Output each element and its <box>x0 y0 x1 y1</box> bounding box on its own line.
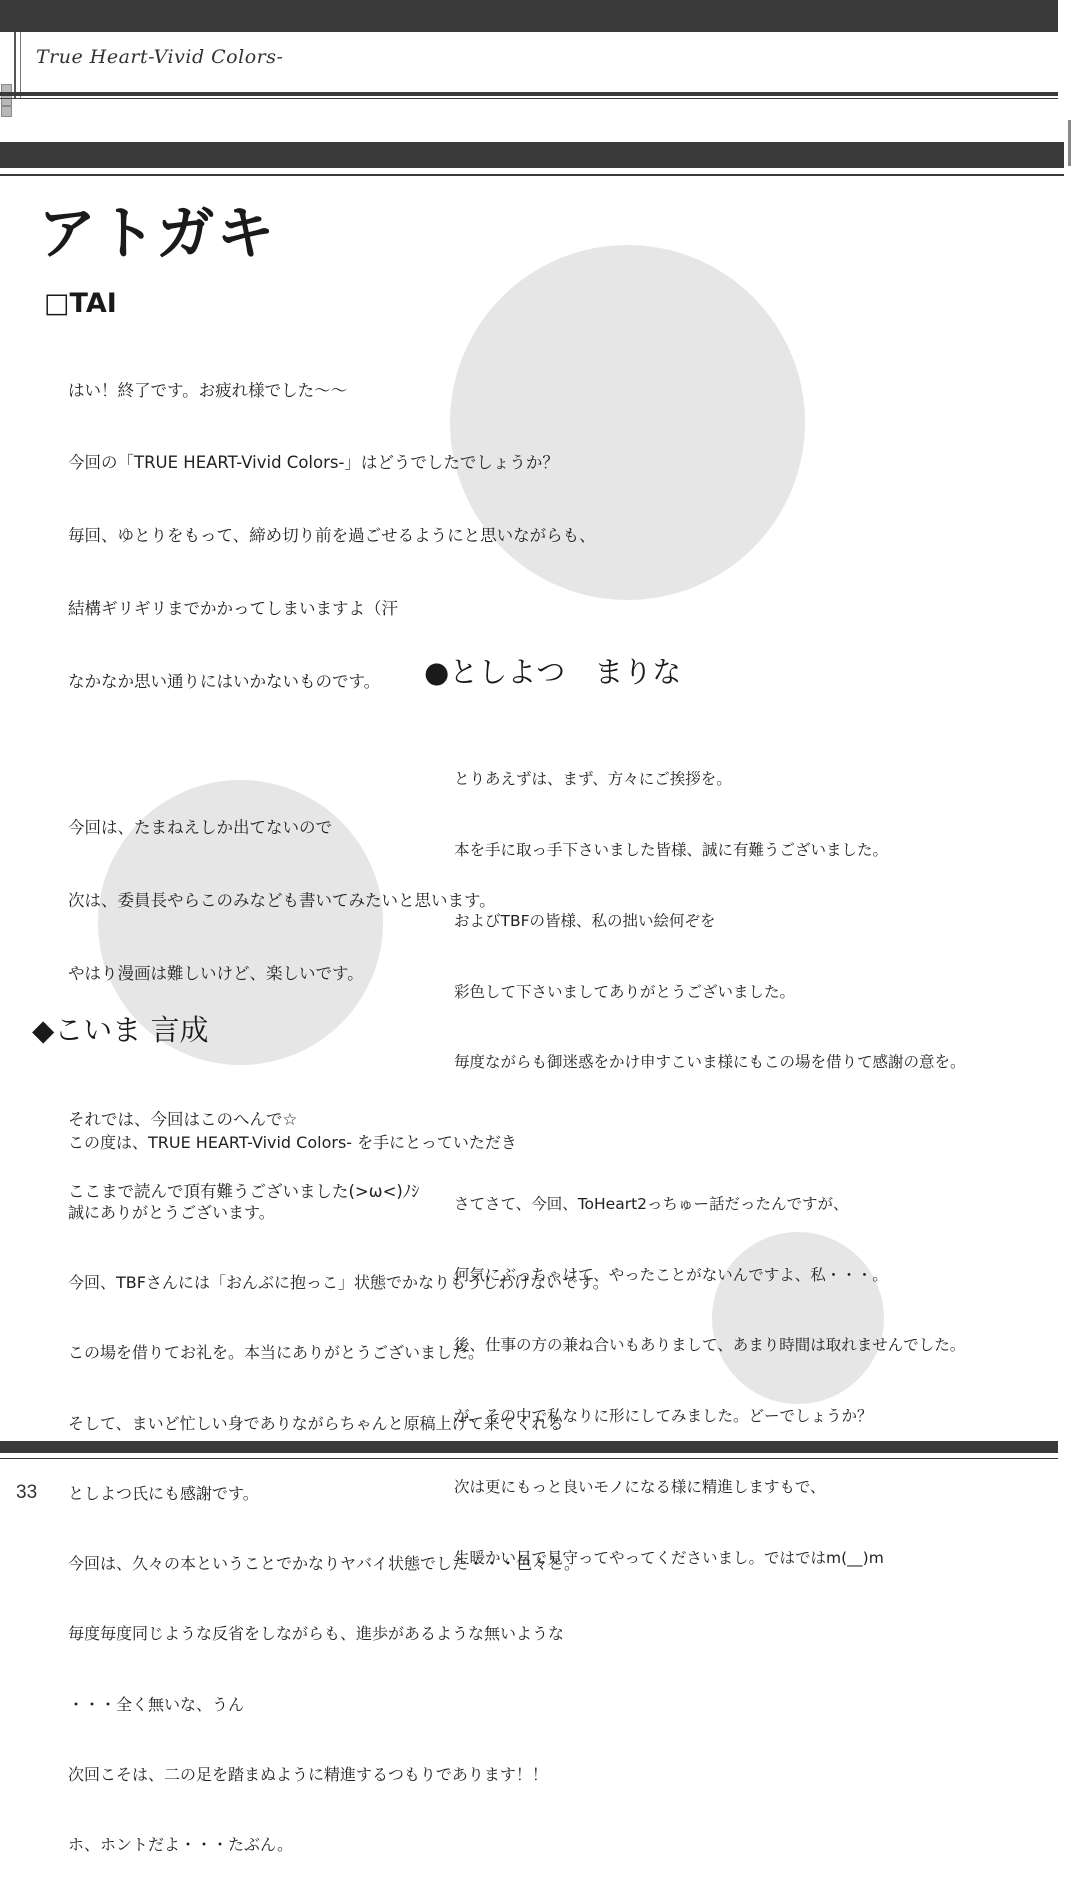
text-line: そして、まいど忙しい身でありながらちゃんと原稿上げて来てくれる <box>68 1413 564 1433</box>
text-line: とりあえずは、まず、方々にご挨拶を。 <box>454 770 732 789</box>
text-line: 今回の「TRUE HEART-Vivid Colors-」はどうでしたでしょうか？ <box>68 453 559 473</box>
header-rule <box>0 92 1058 96</box>
text-line: ホ、ホントだよ・・・たぶん。 <box>68 1835 293 1854</box>
text-line: 次回こそは、二の足を踏まぬように精進するつもりであります！！ <box>68 1764 548 1784</box>
text-line: 毎度ながらも御迷惑をかけ申すこいま様にもこの場を借りて感謝の意を。 <box>454 1053 966 1072</box>
section-heading-tai: □TAI <box>44 288 117 319</box>
header-rule-thin <box>0 98 1058 99</box>
text-line: 本を手に取っ手下さいました皆様、誠に有難うございました。 <box>454 840 889 859</box>
text-line: 後、仕事の方の兼ね合いもありまして、あまり時間は取れませんでした。 <box>454 1336 966 1355</box>
page-edge-mark <box>1068 120 1071 166</box>
text-line: としよつ氏にも感謝です。 <box>68 1483 259 1503</box>
text-line: 次は、委員長やらこのみなども書いてみたいと思います。 <box>68 890 496 910</box>
text-line: 今回は、久々の本ということでかなりヤバイ状態でした・・・色々と。 <box>68 1554 581 1574</box>
header-vertical-line <box>14 32 16 98</box>
section-heading-toshiyotsu: ●としよつ まりな <box>424 655 682 689</box>
text-line: ・・・全く無いな、うん <box>68 1694 245 1714</box>
header-band <box>0 0 1058 32</box>
text-line: ここまで読んで頂有難うございました(>ω<)ﾉｼ <box>68 1182 420 1202</box>
text-line: この場を借りてお礼を。本当にありがとうございました。 <box>68 1343 485 1363</box>
text-line: さてさて、今回、ToHeart2っちゅー話だったんですが、 <box>454 1194 849 1213</box>
text-line: 毎回、ゆとりをもって、締め切り前を過ごせるようにと思いながらも、 <box>68 526 596 546</box>
text-line: が、その中で私なりに形にしてみました。どーでしょうか？ <box>454 1407 873 1426</box>
footer-rule-thin <box>0 1458 1058 1459</box>
text-line: 今回は、たまねえしか出てないので <box>68 817 332 837</box>
section-heading-koima: ◆こいま 言成 <box>32 1013 209 1047</box>
section-text-koima <box>68 1084 609 1880</box>
text-line: 毎度毎度同じような反省をしながらも、進歩があるような無いような <box>68 1624 565 1644</box>
book-title: True Heart-Vivid Colors- <box>36 46 284 68</box>
text-line: 誠にありがとうございます。 <box>68 1203 275 1223</box>
text-line: 何気にぶっちゃけて、やったことがないんですよ、私・・・。 <box>454 1265 888 1284</box>
page-title: アトガキ <box>38 199 277 267</box>
header-vertical-line-thin <box>20 32 21 98</box>
section-band-rule <box>0 174 1064 176</box>
text-line: 結構ギリギリまでかかってしまいますよ（汗 <box>68 599 398 619</box>
text-line: この度は、TRUE HEART-Vivid Colors- を手にとっていただき <box>68 1132 517 1152</box>
text-line: なかなか思い通りにはいかないものです。 <box>68 672 381 692</box>
text-line: 次は更にもっと良いモノになる様に精進しますもで、 <box>454 1478 826 1496</box>
text-line: やはり漫画は難しいけど、楽しいです。 <box>68 963 364 983</box>
section-band <box>0 142 1064 168</box>
footer-band <box>0 1441 1058 1453</box>
text-line: 彩色して下さいましてありがとうございました。 <box>454 982 796 1001</box>
text-line: 生暖かい目で見守ってやってくださいまし。ではではm(__)m <box>454 1548 884 1567</box>
page-number: 33 <box>16 1482 38 1503</box>
text-line: はい！終了です。お疲れ様でした～～ <box>68 380 348 400</box>
text-line: 今回、TBFさんには「おんぶに抱っこ」状態でかなりもうしわけないです。 <box>68 1273 609 1293</box>
text-line: およびTBFの皆様、私の拙い絵何ぞを <box>454 911 716 930</box>
text-line: それでは、今回はこのへんで☆ <box>68 1109 298 1129</box>
